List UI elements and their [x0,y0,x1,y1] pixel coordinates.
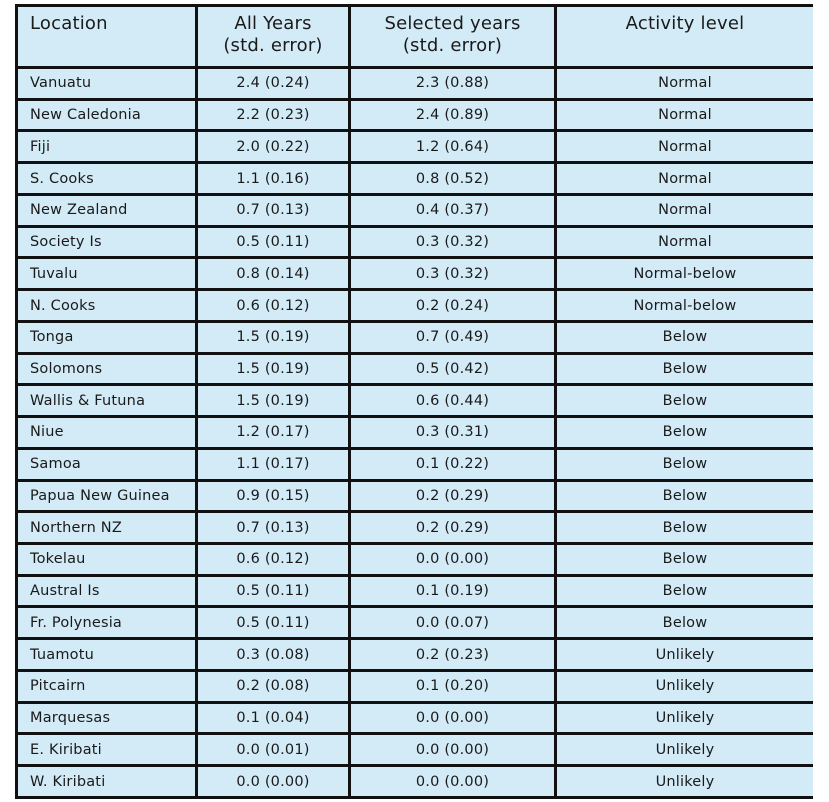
cell-selected-years: 0.7 (0.49) [351,323,554,352]
cell-activity-level: Unlikely [557,704,813,733]
cell-activity-level: Below [557,418,813,447]
cell-activity-level: Below [557,386,813,415]
cell-all-years: 1.1 (0.17) [198,450,348,479]
cell-selected-years: 0.0 (0.00) [351,735,554,764]
cell-selected-years: 0.1 (0.22) [351,450,554,479]
cell-all-years: 0.9 (0.15) [198,482,348,511]
cell-activity-level: Normal [557,228,813,257]
cyclone-activity-table [15,4,816,799]
cell-selected-years: 0.5 (0.42) [351,355,554,384]
cell-selected-years: 0.0 (0.00) [351,545,554,574]
header-all-years-subtitle: (std. error) [223,35,323,56]
cell-activity-level: Normal [557,132,813,161]
cell-all-years: 1.5 (0.19) [198,386,348,415]
cell-all-years: 0.3 (0.08) [198,640,348,669]
cell-location: Tuvalu [18,259,195,288]
cell-all-years: 0.0 (0.01) [198,735,348,764]
cell-location: Tokelau [18,545,195,574]
cell-all-years: 2.4 (0.24) [198,69,348,98]
header-location-label: Location [30,13,108,34]
cell-location: New Caledonia [18,101,195,130]
cell-all-years: 1.5 (0.19) [198,355,348,384]
cell-activity-level: Below [557,545,813,574]
table-row [18,355,813,384]
table-row [18,291,813,320]
table-row [18,69,813,98]
cell-selected-years: 0.0 (0.00) [351,704,554,733]
data-table-container [15,4,813,799]
table-row [18,101,813,130]
table-row [18,482,813,511]
cell-location: Fr. Polynesia [18,608,195,637]
cell-location: New Zealand [18,196,195,225]
cell-selected-years: 0.4 (0.37) [351,196,554,225]
table-row [18,259,813,288]
cell-activity-level: Below [557,355,813,384]
cell-selected-years: 0.2 (0.24) [351,291,554,320]
table-row [18,767,813,796]
cell-activity-level: Below [557,323,813,352]
header-selected-years-subtitle: (std. error) [402,35,503,56]
table-row [18,450,813,479]
cell-activity-level: Unlikely [557,767,813,796]
cell-activity-level: Normal-below [557,259,813,288]
cell-location: Vanuatu [18,69,195,98]
cell-location: Marquesas [18,704,195,733]
cell-all-years: 2.0 (0.22) [198,132,348,161]
cell-activity-level: Unlikely [557,735,813,764]
header-activity-level [557,7,813,66]
cell-all-years: 1.5 (0.19) [198,323,348,352]
cell-all-years: 0.7 (0.13) [198,196,348,225]
cell-all-years: 0.7 (0.13) [198,513,348,542]
cell-activity-level: Normal-below [557,291,813,320]
cell-selected-years: 0.0 (0.00) [351,767,554,796]
cell-location: Tonga [18,323,195,352]
cell-location: Samoa [18,450,195,479]
cell-all-years: 1.1 (0.16) [198,164,348,193]
table-row [18,418,813,447]
table-row [18,577,813,606]
cell-activity-level: Normal [557,196,813,225]
header-selected-years-title: Selected years [384,13,521,34]
cell-selected-years: 1.2 (0.64) [351,132,554,161]
cell-selected-years: 2.4 (0.89) [351,101,554,130]
cell-selected-years: 0.1 (0.20) [351,672,554,701]
table-row [18,164,813,193]
cell-activity-level: Normal [557,101,813,130]
cell-location: Society Is [18,228,195,257]
cell-all-years: 0.5 (0.11) [198,577,348,606]
cell-selected-years: 2.3 (0.88) [351,69,554,98]
table-row [18,196,813,225]
cell-activity-level: Below [557,577,813,606]
table-row [18,513,813,542]
table-row [18,323,813,352]
cell-all-years: 0.6 (0.12) [198,291,348,320]
table-body [18,69,813,796]
header-location [18,7,195,66]
cell-location: S. Cooks [18,164,195,193]
cell-activity-level: Unlikely [557,672,813,701]
table-row [18,132,813,161]
cell-all-years: 0.5 (0.11) [198,228,348,257]
cell-all-years: 1.2 (0.17) [198,418,348,447]
cell-location: N. Cooks [18,291,195,320]
table-row [18,608,813,637]
header-activity-label: Activity level [625,13,745,34]
cell-all-years: 0.5 (0.11) [198,608,348,637]
cell-activity-level: Below [557,450,813,479]
cell-selected-years: 0.0 (0.07) [351,608,554,637]
cell-activity-level: Unlikely [557,640,813,669]
cell-selected-years: 0.2 (0.29) [351,482,554,511]
cell-location: Niue [18,418,195,447]
cell-all-years: 2.2 (0.23) [198,101,348,130]
cell-all-years: 0.0 (0.00) [198,767,348,796]
cell-location: Northern NZ [18,513,195,542]
table-row [18,545,813,574]
cell-location: Fiji [18,132,195,161]
cell-activity-level: Below [557,608,813,637]
header-selected-years [351,7,554,66]
cell-selected-years: 0.2 (0.29) [351,513,554,542]
cell-all-years: 0.8 (0.14) [198,259,348,288]
cell-location: Solomons [18,355,195,384]
header-all-years [198,7,348,66]
header-all-years-title: All Years [234,13,312,34]
cell-location: W. Kiribati [18,767,195,796]
cell-location: E. Kiribati [18,735,195,764]
cell-selected-years: 0.3 (0.32) [351,228,554,257]
cell-all-years: 0.6 (0.12) [198,545,348,574]
header-row [18,7,813,66]
cell-all-years: 0.2 (0.08) [198,672,348,701]
table-row [18,672,813,701]
cell-selected-years: 0.3 (0.32) [351,259,554,288]
cell-selected-years: 0.3 (0.31) [351,418,554,447]
cell-selected-years: 0.1 (0.19) [351,577,554,606]
cell-location: Pitcairn [18,672,195,701]
cell-location: Wallis & Futuna [18,386,195,415]
cell-location: Austral Is [18,577,195,606]
cell-location: Tuamotu [18,640,195,669]
table-row [18,640,813,669]
cell-activity-level: Normal [557,164,813,193]
table-row [18,735,813,764]
cell-activity-level: Below [557,513,813,542]
cell-selected-years: 0.8 (0.52) [351,164,554,193]
table-row [18,228,813,257]
cell-selected-years: 0.6 (0.44) [351,386,554,415]
table-row [18,386,813,415]
cell-activity-level: Normal [557,69,813,98]
cell-activity-level: Below [557,482,813,511]
cell-all-years: 0.1 (0.04) [198,704,348,733]
cell-location: Papua New Guinea [18,482,195,511]
table-row [18,704,813,733]
cell-selected-years: 0.2 (0.23) [351,640,554,669]
